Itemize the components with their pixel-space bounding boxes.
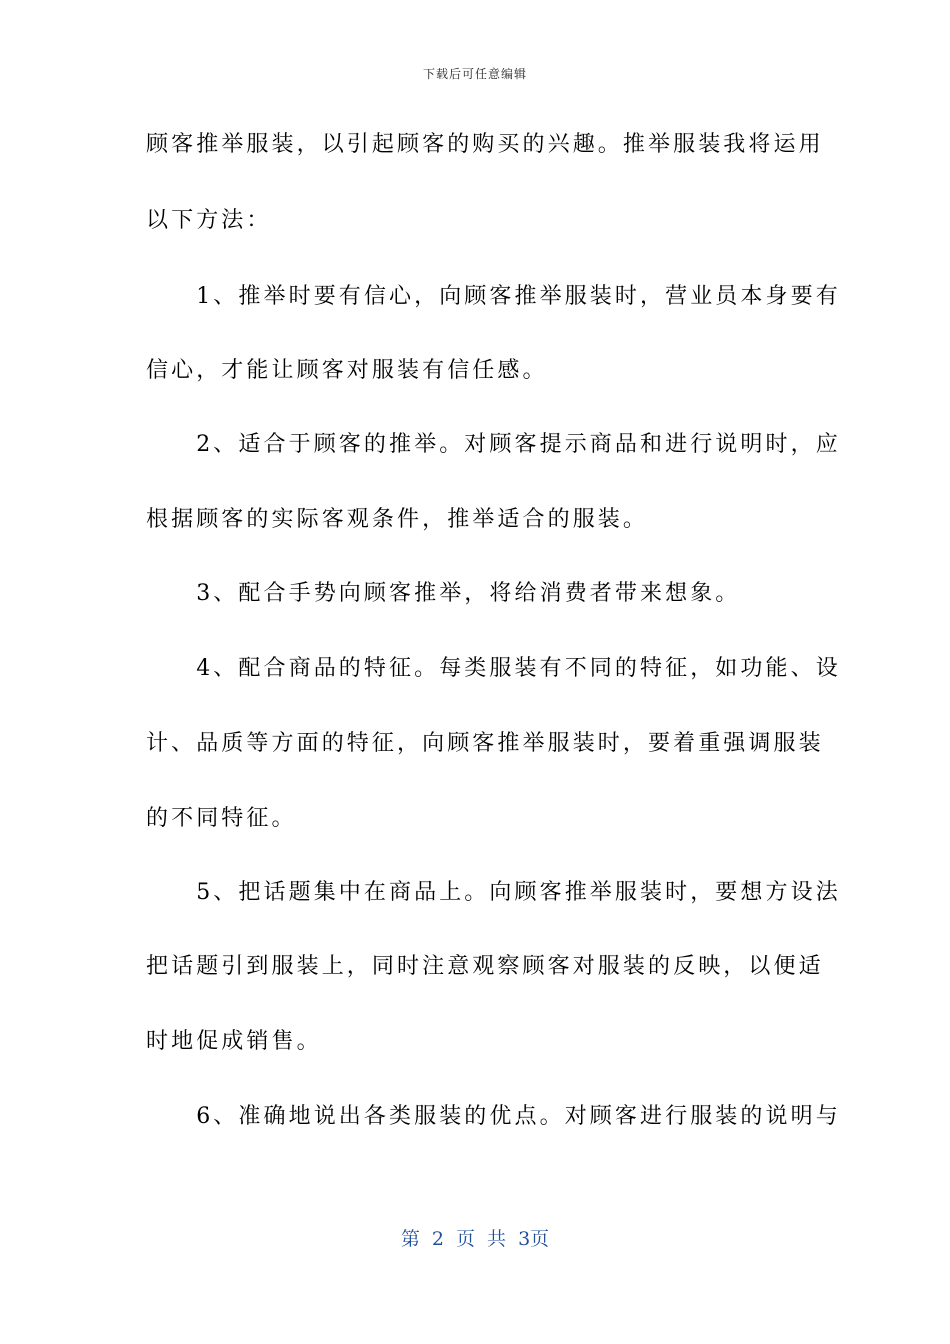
text-line: 1、推举时要有信心，向顾客推举服装时，营业员本身要有 (146, 284, 841, 309)
text-line: 以下方法： (146, 208, 272, 233)
text-line: 把话题引到服装上，同时注意观察顾客对服装的反映，以便适 (146, 954, 824, 979)
text-line: 2、适合于顾客的推举。对顾客提示商品和进行说明时，应 (146, 432, 841, 457)
text-line: 时地促成销售。 (146, 1029, 322, 1054)
text-line: 5、把话题集中在商品上。向顾客推举服装时，要想方设法 (146, 880, 841, 905)
text-line: 顾客推举服装，以引起顾客的购买的兴趣。推举服装我将运用 (146, 132, 824, 157)
text-line: 计、品质等方面的特征，向顾客推举服装时，要着重强调服装 (146, 731, 824, 756)
text-line: 6、准确地说出各类服装的优点。对顾客进行服装的说明与 (146, 1104, 841, 1129)
text-line: 根据顾客的实际客观条件，推举适合的服装。 (146, 507, 649, 532)
text-line: 3、配合手势向顾客推举，将给消费者带来想象。 (146, 581, 741, 606)
text-line: 信心，才能让顾客对服装有信任感。 (146, 358, 548, 383)
text-line: 4、配合商品的特征。每类服装有不同的特征，如功能、设 (146, 656, 841, 681)
page-number-footer: 第 2 页 共 3页 (400, 1228, 550, 1250)
text-line: 的不同特征。 (146, 806, 297, 831)
page-header: 下载后可任意编辑 (422, 67, 527, 81)
